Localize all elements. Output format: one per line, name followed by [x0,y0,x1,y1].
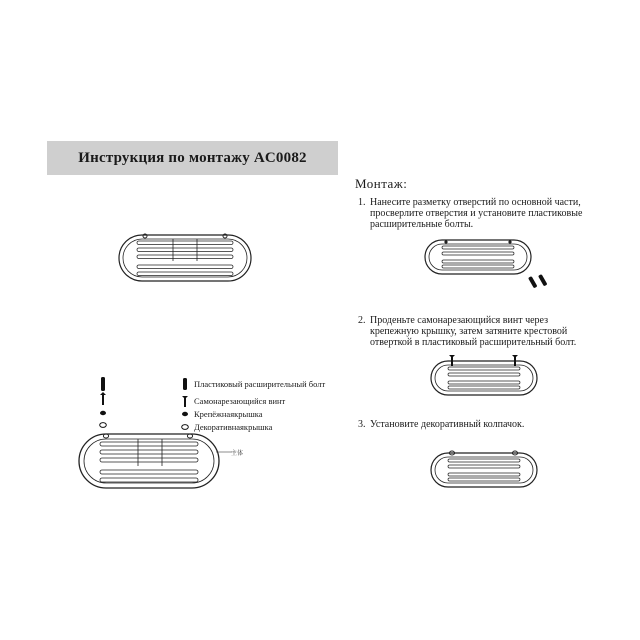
step-1 [358,197,608,230]
shelf-overview-figure [115,225,255,287]
section-heading: Монтаж: [355,176,408,191]
step-3-line-1: Установите декоративный колпачок. [370,419,525,430]
legend-label-mounting-cap: Крепёжнаякрышка [194,409,263,419]
step-1-line-3: расширительные болты. [370,219,474,230]
page-title: Инструкция по монтажу AC0082 [78,149,307,166]
step-1-line-1: Нанесите разметку отверстий по основной части, [370,197,581,208]
legend-label-screw: Самонарезающийся винт [194,396,286,406]
step-3 [358,419,608,430]
step-2-line-2: крепежную крышку, затем затяните крестовой [370,326,568,337]
mounting-cap-icon [178,408,192,420]
legend-row-anchor-bolt [178,378,325,390]
step-2-line-1: Проденьте самонарезающийся винт через [370,315,549,326]
step-1-figure [422,236,552,298]
step-3-number: 3. [358,419,366,430]
step-2-number: 2. [358,315,366,326]
step-1-line-2: просверлите отверстия и установите пластиковые [370,208,583,219]
step-2 [358,315,608,348]
legend-label-anchor-bolt: Пластиковый расширительный болт [194,379,326,389]
step-3-figure [428,445,543,493]
screw-icon [178,395,192,407]
step-2-figure [428,353,543,401]
shelf-main-body-figure [76,428,236,494]
step-2-line-3: отверткой в пластиковый расширительный болт. [370,337,577,348]
legend-row-screw [178,395,285,407]
anchor-bolt-icon [178,378,192,390]
title-bar [47,141,338,175]
legend-row-mounting-cap [178,408,263,420]
main-body-callout-label: 主体 [231,451,244,457]
legend-label-decorative-cap: Декоративнаякрышка [194,422,273,432]
step-1-number: 1. [358,197,366,208]
